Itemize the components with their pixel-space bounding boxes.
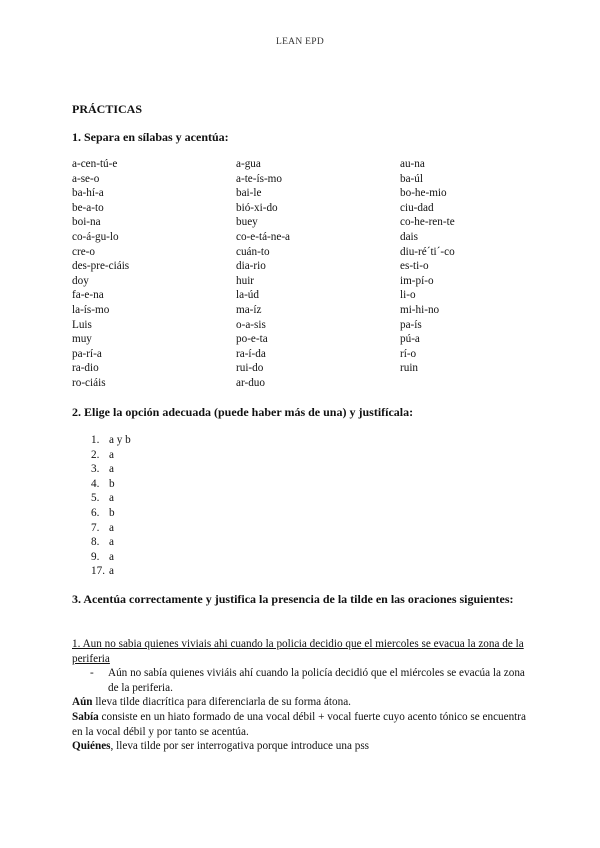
corrected-sentence-text: Aún no sabía quienes viviáis ahí cuando la policía decidió que el miércoles se evacúa la zona de la periferia. [108,667,525,694]
syllable-word: rui-do [236,362,264,375]
answer-number: 1. [91,434,100,446]
syllable-word: ciu-dad [400,201,434,214]
syllable-word: co-he-ren-te [400,216,455,229]
syllable-word: ruin [400,362,419,375]
term-quienes: Quiénes [72,740,111,752]
syllable-word: bió-xi-do [236,201,278,214]
syllable-word: ma-íz [236,303,262,316]
syllable-word: au-na [400,158,425,170]
syllable-row [72,230,492,245]
syllable-word: Luis [72,318,92,331]
answer-number: 7. [91,521,100,534]
syllable-word: diu-ré´ti´-co [400,245,455,258]
syllable-row [72,201,492,216]
answer-number: 5. [91,492,100,505]
answer-value: a [109,492,114,505]
answer-item [91,491,211,506]
answer-value: a [109,565,114,578]
answer-number: 17. [91,565,105,578]
exercise-sentence: 1. Aun no sabia quienes viviais ahi cuando la policia decidio que el miercoles se evacua la zona de la periferia [72,638,524,665]
syllable-row [72,318,492,333]
syllable-table [72,157,492,391]
syllable-row [72,332,492,347]
syllable-word: im-pí-o [400,274,434,287]
syllable-word: po-e-ta [236,333,268,346]
answer-number: 9. [91,550,100,563]
syllable-word: rí-o [400,347,417,360]
syllable-row [72,245,492,260]
syllable-word: o-a-sis [236,318,266,331]
answer-item [91,506,211,521]
syllable-row [72,157,492,172]
syllable-word: cre-o [72,245,95,258]
answer-value: a y b [109,434,131,446]
syllable-word: ba-hí-a [72,187,104,200]
answer-item [91,521,211,536]
syllable-word: fa-e-na [72,289,104,302]
section2-heading: 2. Elige la opción adecuada (puede haber más de una) y justifícala: [72,405,414,419]
syllable-word: huir [236,274,255,287]
answer-value: a [109,521,114,534]
syllable-word: mi-hi-no [400,303,440,316]
syllable-row [72,361,492,376]
syllable-word: ra-í-da [236,347,266,360]
syllable-word: cuán-to [236,245,270,258]
section3-heading: 3. Acentúa correctamente y justifica la presencia de la tilde en las oraciones siguientes: [72,592,514,606]
answer-item [91,433,211,448]
syllable-row [72,215,492,230]
syllable-row [72,288,492,303]
syllable-word: la-úd [236,289,259,302]
syllable-word: co-e-tá-ne-a [236,230,291,243]
syllable-row [72,376,492,391]
syllable-word: be-a-to [72,201,104,214]
syllable-row [72,186,492,201]
justification-aun [72,695,532,710]
syllable-row [72,347,492,362]
syllable-word: pa-ís [400,318,422,331]
syllable-word: a-cen-tú-e [72,158,118,170]
syllable-row [72,259,492,274]
syllable-word: a-gua [236,158,261,170]
syllable-row [72,274,492,289]
answer-number: 2. [91,448,100,461]
syllable-word: des-pre-ciáis [72,260,130,273]
syllable-word: bai-le [236,187,262,200]
syllable-word: ro-ciáis [72,376,106,389]
syllable-word: a-se-o [72,172,100,185]
syllable-word: pa-rí-a [72,347,102,360]
answer-number: 6. [91,506,100,519]
syllable-word: buey [236,216,258,229]
answer-item [91,477,211,492]
answer-item [91,462,211,477]
syllable-word: a-te-ís-mo [236,172,282,185]
syllable-word: la-ís-mo [72,303,110,316]
justification-sabia-text: consiste en un hiato formado de una vocal débil + vocal fuerte cuyo acento tónico se encuentra en la vocal débil y por tanto se acentúa. [72,711,526,738]
syllable-word: boi-na [72,216,101,229]
syllable-word: dais [400,230,419,243]
answer-number: 8. [91,536,100,549]
syllable-word: ar-duo [236,376,265,389]
syllable-word: co-á-gu-lo [72,230,119,243]
syllable-word: muy [72,333,92,346]
syllable-word: li-o [400,289,416,302]
syllable-word: ra-dio [72,362,99,375]
syllable-word: ba-úl [400,172,423,185]
answer-item [91,535,211,550]
justification-quienes-text: , lleva tilde por ser interrogativa porque introduce una pss [110,740,370,752]
justification-quienes [72,739,532,754]
term-sabia: Sabía [72,711,99,723]
syllable-word: dia-rio [236,260,266,273]
answer-value: a [109,550,114,563]
answer-value: a [109,448,114,461]
answer-item [91,448,211,463]
term-aun: Aún [72,696,93,708]
syllable-word: doy [72,274,89,287]
answer-number: 3. [91,463,100,476]
answer-value: a [109,463,114,476]
syllable-word: bo-he-mio [400,187,447,200]
page-title: PRÁCTICAS [72,102,143,116]
answer-value: a [109,536,114,549]
answer-item [91,550,211,565]
justification-aun-text: lleva tilde diacrítica para diferenciarla de su forma átona. [92,696,351,708]
syllable-word: pú-a [400,333,420,346]
answer-list [91,433,211,579]
syllable-row [72,172,492,187]
bullet-dash: - [90,667,94,679]
answer-value: b [109,506,115,519]
answer-item [91,564,211,579]
answer-value: b [109,477,115,490]
syllable-word: es-ti-o [400,260,429,273]
syllable-row [72,303,492,318]
justification-sabia [72,710,532,739]
section1-heading: 1. Separa en sílabas y acentúa: [72,130,229,144]
answer-number: 4. [91,477,100,490]
page-header: LEAN EPD [275,37,325,47]
